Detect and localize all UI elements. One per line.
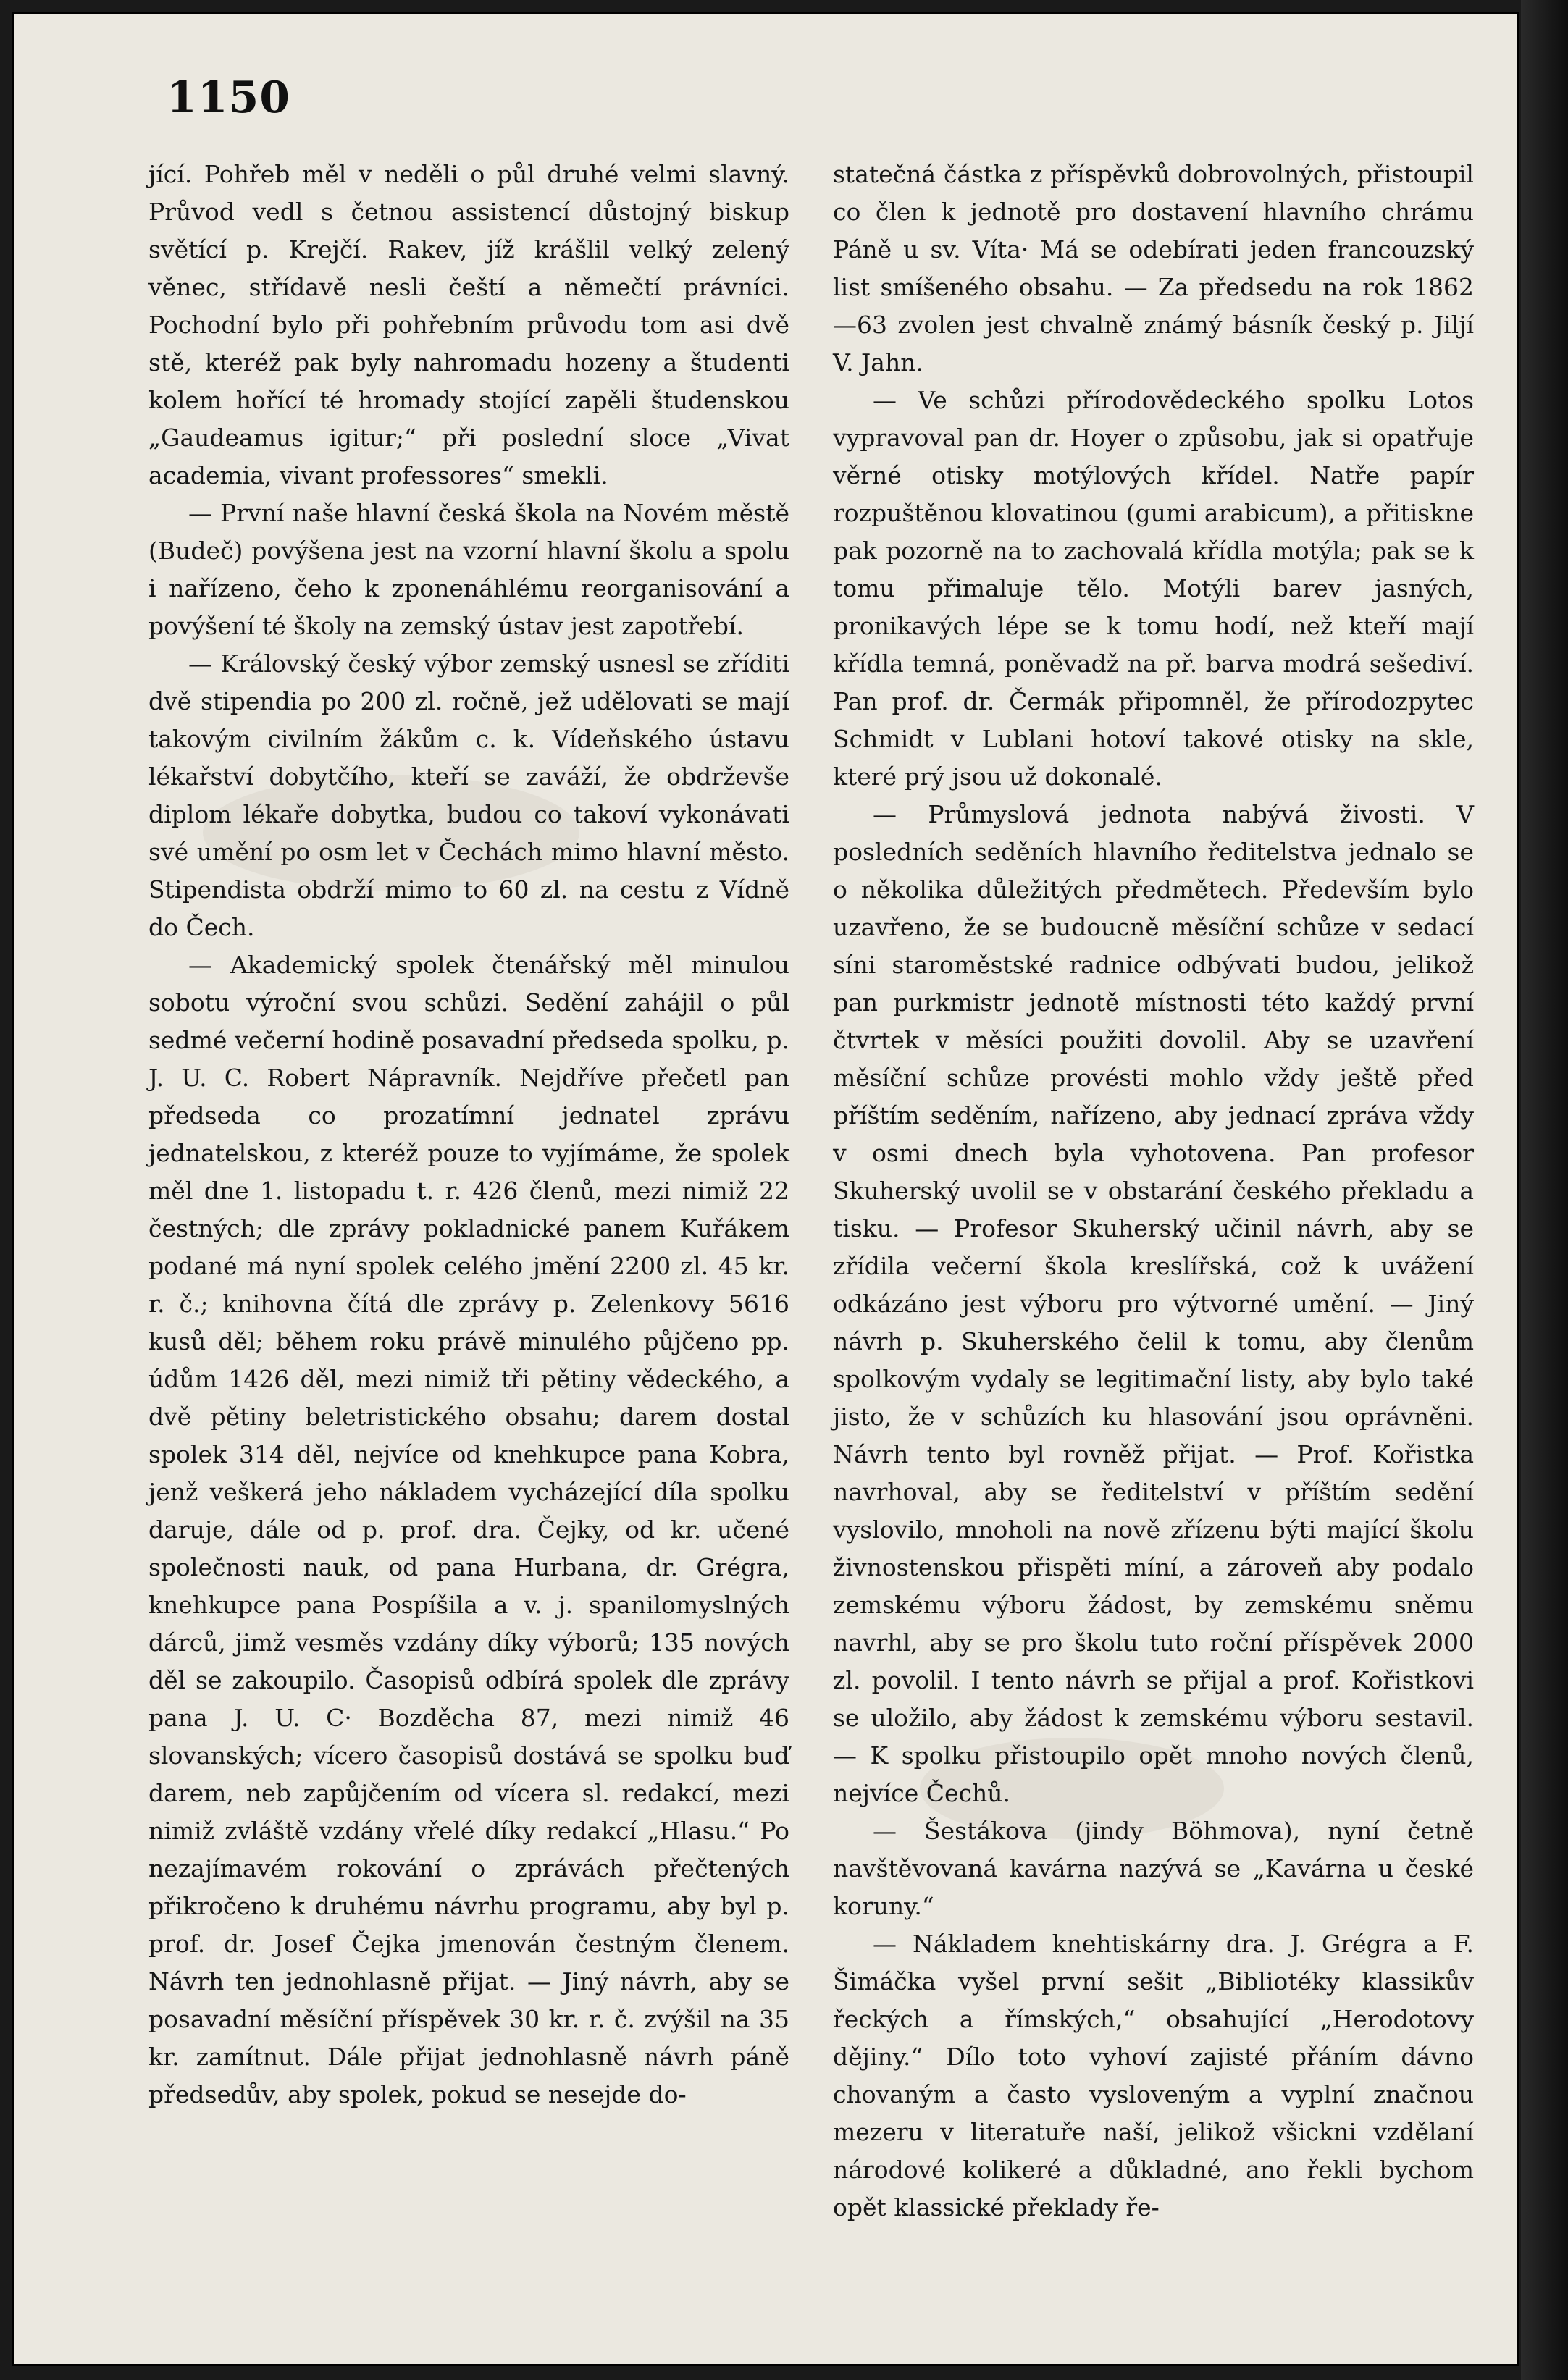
paragraph-reading-society: — Akademický spolek čtenářský měl minulou sobotu výroční svou schůzi. Sedění zahájil o půl sedmé večerní hodině posavadní předseda spolku, p. J. U. C. Robert Nápravník. Nejdříve přečetl pan předseda co prozatímní jednatel zprávu jednatelskou, z kteréž pouze to vyjímáme, že spolek měl dne 1. listopadu t. r. 426 členů, mezi nimiž 22 čestných; dle zprávy pokladnické panem Kuřákem podané má nyní spolek celého jmění 2200 zl. 45 kr. r. č.; knihovna čítá dle zprávy p. Zelenkovy 5616 kusů děl; během roku právě minulého půjčeno pp. údům 1426 děl, mezi nimiž tři pětiny vědeckého, a dvě pětiny beletristického obsahu; darem dostal spolek 314 děl, nejvíce od knehkupce pana Kobra, jenž veškerá jeho nákladem vycházející díla spolku daruje, dále od p. prof. dra. Čejky, od kr. učené společnosti nauk, od pana Hurbana, dr. Grégra, knehkupce pana Pospíšila a v. j. spanilomyslných dárců, jimž vesměs vzdány díky výborů; 135 nových děl se zakoupilo. Časopisů odbírá spolek dle zprávy pana J. U. C· Bozděcha 87, mezi nimiž 46 slovanských; vícero časopisů dostává se spolku buď darem, neb zapůjčením od vícera sl. redakcí, mezi nimiž zvláště vzdány vřelé díky redakcí „Hlasu.“ Po nezajímavém rokování o zprávách přečtených přikročeno k druhému návrhu programu, aby byl p. prof. dr. Josef Čejka jmenován čestným členem. Návrh ten jednohlasně přijat. — Jiný návrh, aby se posavadní měsíční příspěvek 30 kr. r. č. zvýšil na 35 kr. zamítnut. Dále přijat jednohlasně návrh páně předsedův, aby spolek, pokud se nesejde do- [148, 951, 789, 2108]
page-number: 1150 [167, 72, 290, 123]
paragraph-cafe: — Šestákova (jindy Böhmova), nyní četně navštěvovaná kavárna nazývá se „Kavárna u české koruny.“ [833, 1817, 1474, 1920]
right-column [833, 156, 1474, 2226]
newspaper-page [14, 14, 1517, 2364]
paragraph-library: — Nákladem knehtiskárny dra. J. Grégra a F. Šimáčka vyšel první sešit „Bibliotéky klassikův řeckých a římských,“ obsahující „Herodotovy dějiny.“ Dílo toto vyhoví zajisté přáním dávno chovaným a často vysloveným a vyplní značnou mezeru v literatuře naší, jelikož všickni vzdělaní národové kolikeré a důkladné, ano řekli bychom opět klassické překlady ře- [833, 1930, 1474, 2221]
paragraph-lotos: — Ve schůzi přírodovědeckého spolku Lotos vypravoval pan dr. Hoyer o způsobu, jak si opatřuje věrné otisky motýlových křídel. Natře papír rozpuštěnou klovatinou (gumi arabicum), a přitiskne pak pozorně na to zachovalá křídla motýla; pak se k tomu přimaluje tělo. Motýli barev jasných, pronikavých lépe se k tomu hodí, než kteří mají křídla temná, poněvadž na př. barva modrá sešediví. Pan prof. dr. Čermák připomněl, že přírodozpytec Schmidt v Lublani hotoví takové otisky na skle, které prý jsou už dokonalé. [833, 386, 1474, 791]
paragraph-contribution: statečná částka z příspěvků dobrovolných, přistoupil co člen k jednotě pro dostavení hlavního chrámu Páně u sv. Víta· Má se odebírati jeden francouzský list smíšeného obsahu. — Za předsedu na rok 1862—63 zvolen jest chvalně známý básník český p. Jiljí V. Jahn. [833, 160, 1474, 377]
paragraph-stipendia: — Královský český výbor zemský usnesl se zříditi dvě stipendia po 200 zl. ročně, jež udělovati se mají takovým civilním žákům c. k. Vídeňského ústavu lékařství dobytčího, kteří se zaváží, že obdrževše diplom lékaře dobytka, budou co takoví vykonávati své umění po osm let v Čechách mimo hlavní město. Stipendista obdrží mimo to 60 zl. na cestu z Vídně do Čech. [148, 649, 789, 941]
scan-edge [1521, 0, 1568, 2380]
paragraph-funeral: jící. Pohřeb měl v neděli o půl druhé velmi slavný. Průvod vedl s četnou assistencí důstojný biskup světící p. Krejčí. Rakev, jíž krášlil velký zelený věnec, střídavě nesli čeští a němečtí právníci. Pochodní bylo při pohřebním průvodu tom asi dvě stě, kteréž pak byly nahromadu hozeny a študenti kolem hořící té hromady stojící zapěli študenskou „Gaudeamus igitur;“ při poslední sloce „Vivat academia, vivant professores“ smekli. [148, 160, 789, 489]
left-column [148, 156, 789, 2114]
paragraph-industrial-union: — Průmyslová jednota nabývá živosti. V posledních seděních hlavního ředitelstva jednalo se o několika důležitých předmětech. Především bylo uzavřeno, že se budoucně měsíční schůze v sedací síni staroměstské radnice odbývati budou, jelikož pan purkmistr jednotě místnosti této každý první čtvrtek v měsíci použiti dovolil. Aby se uzavření měsíční schůze provésti mohlo vždy ještě před příštím seděním, nařízeno, aby jednací zpráva vždy v osmi dnech byla vyhotovena. Pan profesor Skuherský uvolil se v obstarání českého překladu a tisku. — Profesor Skuherský učinil návrh, aby se zřídila večerní škola kreslířská, což k uvážení odkázáno jest výboru pro výtvorné umění. — Jiný návrh p. Skuherského čelil k tomu, aby členům spolkovým vydaly se legitimační listy, aby bylo také jisto, že v schůzích ku hlasování jsou oprávněni. Návrh tento byl rovněž přijat. — Prof. Kořistka navrhoval, aby se ředitelství v příštím sedění vyslovilo, mnoholi na nově zřízenu býti mající školu živnostenskou přispěti míní, a zároveň aby podalo zemskému výboru žádost, by zemskému sněmu navrhl, aby se pro školu tuto roční příspěvek 2000 zl. povolil. I tento návrh se přijal a prof. Kořistkovi se uložilo, aby žádost k zemskému výboru sestavil. — K spolku přistoupilo opět mnoho nových členů, nejvíce Čechů. [833, 800, 1474, 1807]
paragraph-school: — První naše hlavní česká škola na Novém městě (Budeč) povýšena jest na vzorní hlavní školu a spolu i nařízeno, čeho k zponenáhlému reorganisování a povýšení té školy na zemský ústav jest zapotřebí. [148, 499, 789, 640]
